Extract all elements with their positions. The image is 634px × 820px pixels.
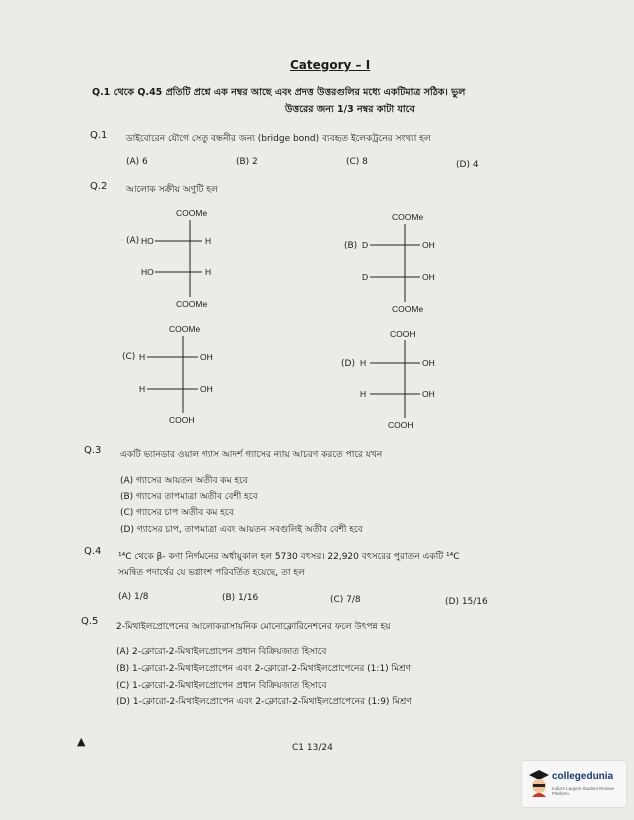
group-top: COOH <box>390 329 416 339</box>
question-text: ডাইবোরেন যৌগে সেতু বন্ধনীর জন্য (bridge bond) ব্যবহৃত ইলেকট্রনের সংখ্যা হল <box>126 134 431 144</box>
option-b: (B) 1/16 <box>222 593 259 603</box>
question-number: Q.1 <box>90 130 108 141</box>
option-a: (A) 2-ক্লোরো-2-মিথাইলপ্রোপেন প্রধান বিক্রিয়জাত হিসাবে <box>116 647 327 657</box>
option-d: (D) 15/16 <box>445 597 488 607</box>
instructions-line-2: উত্তরের জন্য 1/3 নম্বর কাটা যাবে <box>285 104 415 115</box>
option-d: (D) 4 <box>456 160 479 170</box>
instructions-line-1: Q.1 থেকে Q.45 প্রতিটি প্রশ্নে এক নম্বর আছে এবং প্রদত্ত উত্তরগুলির মধ্যে একটিমাত্র সঠিক। ভুল <box>92 87 466 98</box>
option-b: (B) গ্যাসের তাপমাত্রা অতীব বেশী হবে <box>120 492 258 502</box>
graduate-mascot-icon <box>528 769 550 797</box>
question-text: 2-মিথাইলপ্রোপেনের আলোকরাসায়নিক মোনোক্লোরিনেশনের ফলে উৎপন্ন হয় <box>116 622 391 632</box>
collegedunia-logo <box>521 760 627 808</box>
question-number: Q.5 <box>81 616 99 627</box>
question-text-line-1: ¹⁴C থেকে β- কণা নির্গমনের অর্ধায়ুকাল হল 5730 বৎসর। 22,920 বৎসরের পুরাতন একটি ¹⁴C <box>118 552 460 562</box>
option-d: (D) গ্যাসের চাপ, তাপমাত্রা এবং আয়তন সবগুলিই অতীব বেশী হবে <box>120 525 363 535</box>
group-left: D <box>362 272 369 282</box>
option-c: (C) 8 <box>346 157 368 167</box>
option-label: (B) <box>344 241 358 251</box>
option-c: (C) গ্যাসের চাপ অতীব কম হবে <box>120 508 234 518</box>
group-right: OH <box>200 384 213 394</box>
question-text-line-2: সমন্বিত পদার্থের যে ভগ্নাংশ পরিবর্তিত হয়েছে, তা হল <box>118 568 305 578</box>
logo-tagline: India's Largest Student Review Platform <box>552 786 614 796</box>
group-right: OH <box>422 358 435 368</box>
option-label: (D) <box>341 359 355 369</box>
group-left: HO <box>141 236 154 246</box>
group-top: COOMe <box>169 324 201 334</box>
group-left: D <box>362 240 369 250</box>
option-b: (B) 2 <box>236 157 258 167</box>
group-right: OH <box>422 389 435 399</box>
page-title: Category – I <box>290 58 371 72</box>
option-c: (C) 7/8 <box>330 595 361 605</box>
group-right: OH <box>422 240 435 250</box>
group-right: H <box>205 267 212 277</box>
triangle-marker-icon: ▲ <box>77 735 86 748</box>
page-number: C1 13/24 <box>292 743 333 753</box>
group-bottom: COOMe <box>176 299 208 309</box>
group-top: COOMe <box>392 212 424 222</box>
group-bottom: COOH <box>388 420 414 430</box>
question-text: আলোক সক্রীয় অণুটি হল <box>126 185 218 195</box>
option-a: (A) গ্যাসের আয়তন অতীব কম হবে <box>120 476 248 486</box>
group-left: H <box>139 352 146 362</box>
logo-name: collegedunia <box>552 771 614 782</box>
group-right: H <box>205 236 212 246</box>
option-b: (B) 1-ক্লোরো-2-মিথাইলপ্রোপেন এবং 2-ক্লোরো-2-মিথাইলপ্রোপেনের (1:1) মিশ্রণ <box>116 664 412 674</box>
group-left: HO <box>141 267 154 277</box>
question-number: Q.4 <box>84 546 102 557</box>
question-text: একটি ভ্যানডার ওয়াল গ্যাস আদর্শ গ্যাসের ন্যায় আচরণ করতে পারে যখন <box>120 450 383 460</box>
option-a: (A) 1/8 <box>118 592 149 602</box>
group-bottom: COOH <box>169 415 195 425</box>
question-number: Q.2 <box>90 181 108 192</box>
group-right: OH <box>200 352 213 362</box>
group-left: H <box>360 389 367 399</box>
group-right: OH <box>422 272 435 282</box>
option-c: (C) 1-ক্লোরো-2-মিথাইলপ্রোপেন প্রধান বিক্রিয়জাত হিসাবে <box>116 681 327 691</box>
option-d: (D) 1-ক্লোরো-2-মিথাইলপ্রোপেন এবং 2-ক্লোরো-2-মিথাইলপ্রোপেনের (1:9) মিশ্রণ <box>116 697 412 707</box>
option-label: (C) <box>122 352 136 362</box>
group-left: H <box>360 358 367 368</box>
group-left: H <box>139 384 146 394</box>
option-a: (A) 6 <box>126 157 148 167</box>
option-label: (A) <box>126 236 140 246</box>
group-top: COOMe <box>176 208 208 218</box>
question-number: Q.3 <box>84 445 102 456</box>
group-bottom: COOMe <box>392 304 424 314</box>
